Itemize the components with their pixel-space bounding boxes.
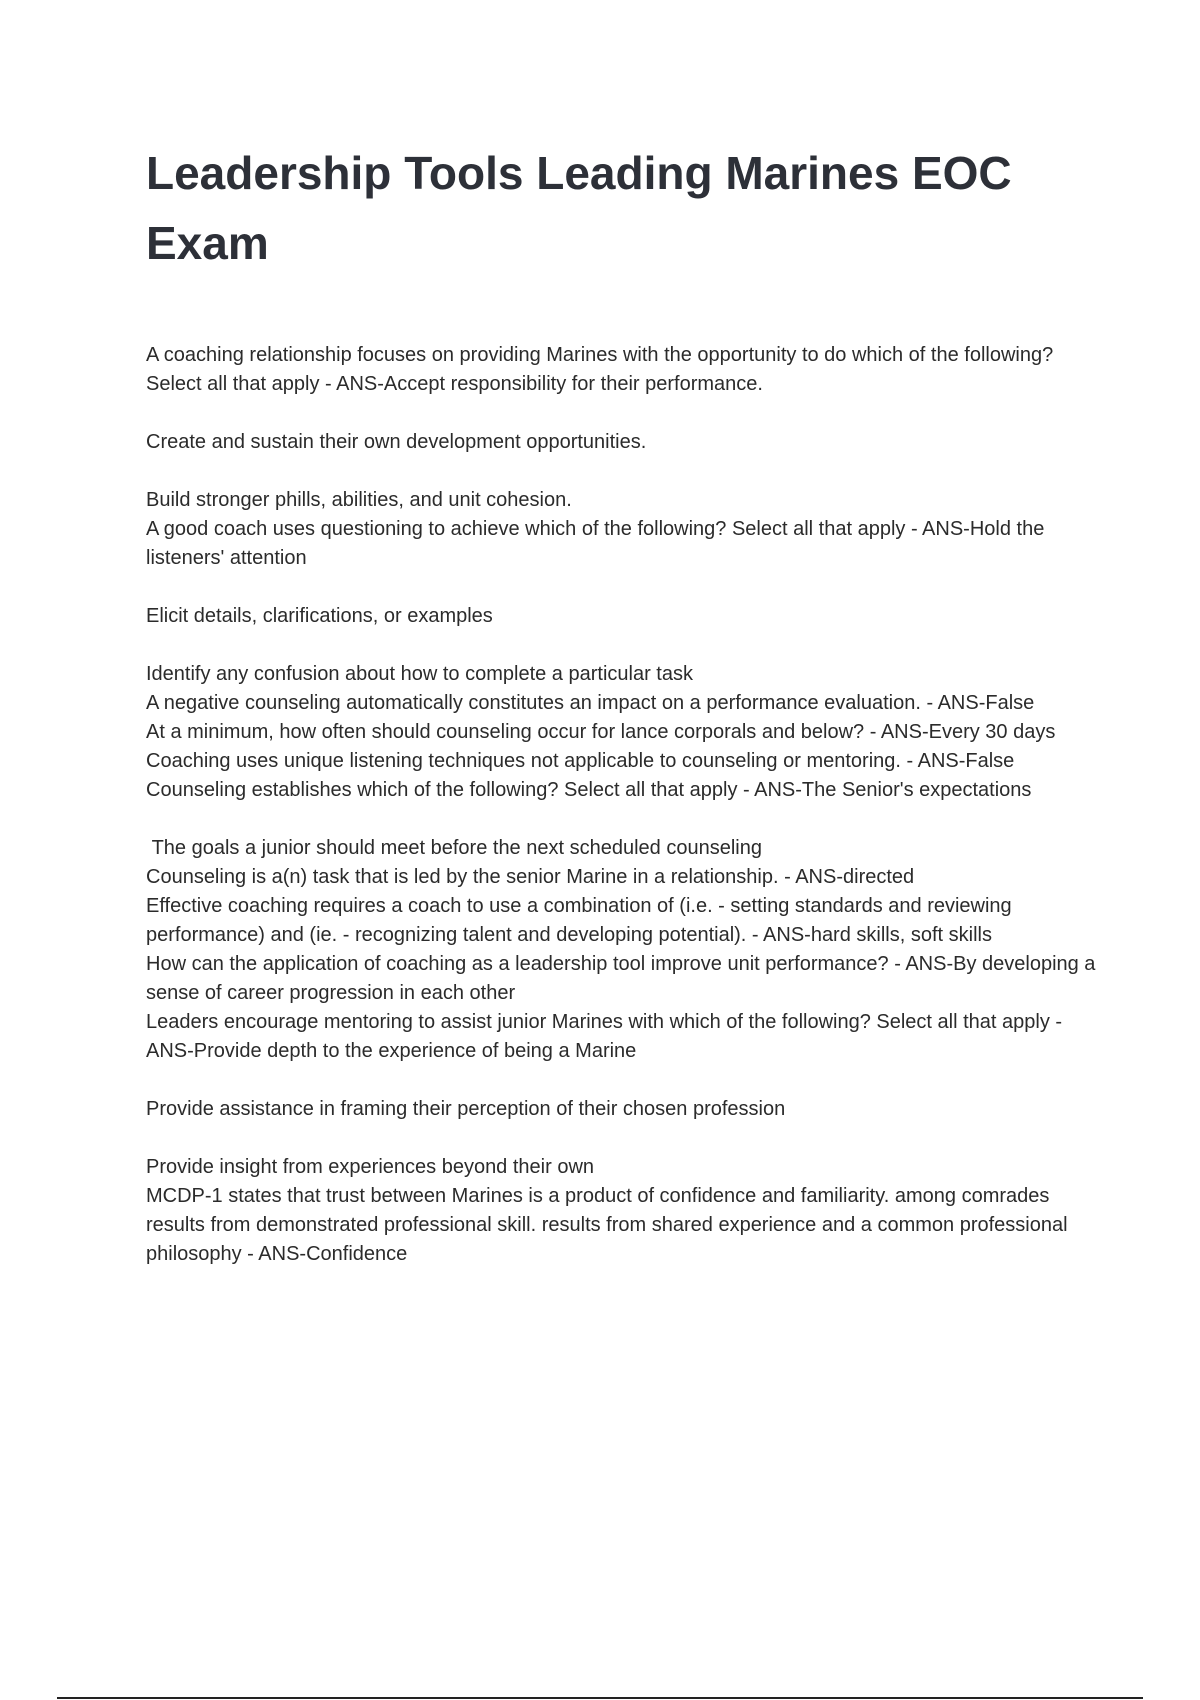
text-line: How can the application of coaching as a leadership tool improve unit performance? - ANS-By developing a sense of career progression in each other [146,953,1101,1004]
text-line: MCDP-1 states that trust between Marines is a product of confidence and familiarity. among comrades results from demonstrated professional skill. results from shared experience and a common professional philosophy - ANS-Confidence [146,1185,1074,1265]
text-line: A good coach uses questioning to achieve which of the following? Select all that apply - ANS-Hold the listeners' attention [146,518,1050,569]
paragraph-gap [146,399,1096,428]
text-line: Build stronger phills, abilities, and unit cohesion. [146,489,572,511]
document-body [146,341,1101,1269]
text-line: Effective coaching requires a coach to use a combination of (i.e. - setting standards and reviewing performance) and (ie. - recognizing talent and developing potential). - ANS-hard skills, soft skills [146,895,1018,946]
document-title: Leadership Tools Leading Marines EOC Exam [146,147,1012,269]
paragraph-gap [146,573,1096,602]
paragraph-gap [146,457,1096,486]
text-line: Counseling is a(n) task that is led by the senior Marine in a relationship. - ANS-directed [146,866,915,888]
paragraph-gap [146,805,1096,834]
text-line: The goals a junior should meet before the next scheduled counseling [146,837,762,859]
paragraph-gap [146,1066,1096,1095]
text-line: Create and sustain their own development opportunities. [146,431,647,453]
footer-divider [57,1697,1143,1699]
text-line: Provide assistance in framing their perception of their chosen profession [146,1098,786,1120]
text-line: A negative counseling automatically constitutes an impact on a performance evaluation. - ANS-False [146,692,1035,714]
text-line: A coaching relationship focuses on providing Marines with the opportunity to do which of the following? Select all that apply - ANS-Accept responsibility for their performance. [146,344,1059,395]
text-line: Counseling establishes which of the following? Select all that apply - ANS-The Senior's expectations [146,779,1032,801]
paragraph-gap [146,631,1096,660]
text-line: Provide insight from experiences beyond their own [146,1156,595,1178]
paragraph-gap [146,1124,1096,1153]
text-line: Coaching uses unique listening techniques not applicable to counseling or mentoring. - ANS-False [146,750,1015,772]
text-line: At a minimum, how often should counseling occur for lance corporals and below? - ANS-Every 30 days [146,721,1056,743]
text-line: Identify any confusion about how to complete a particular task [146,663,693,685]
text-line: Leaders encourage mentoring to assist junior Marines with which of the following? Select all that apply - ANS-Provide depth to the experience of being a Marine [146,1011,1067,1062]
text-line: Elicit details, clarifications, or examples [146,605,493,627]
